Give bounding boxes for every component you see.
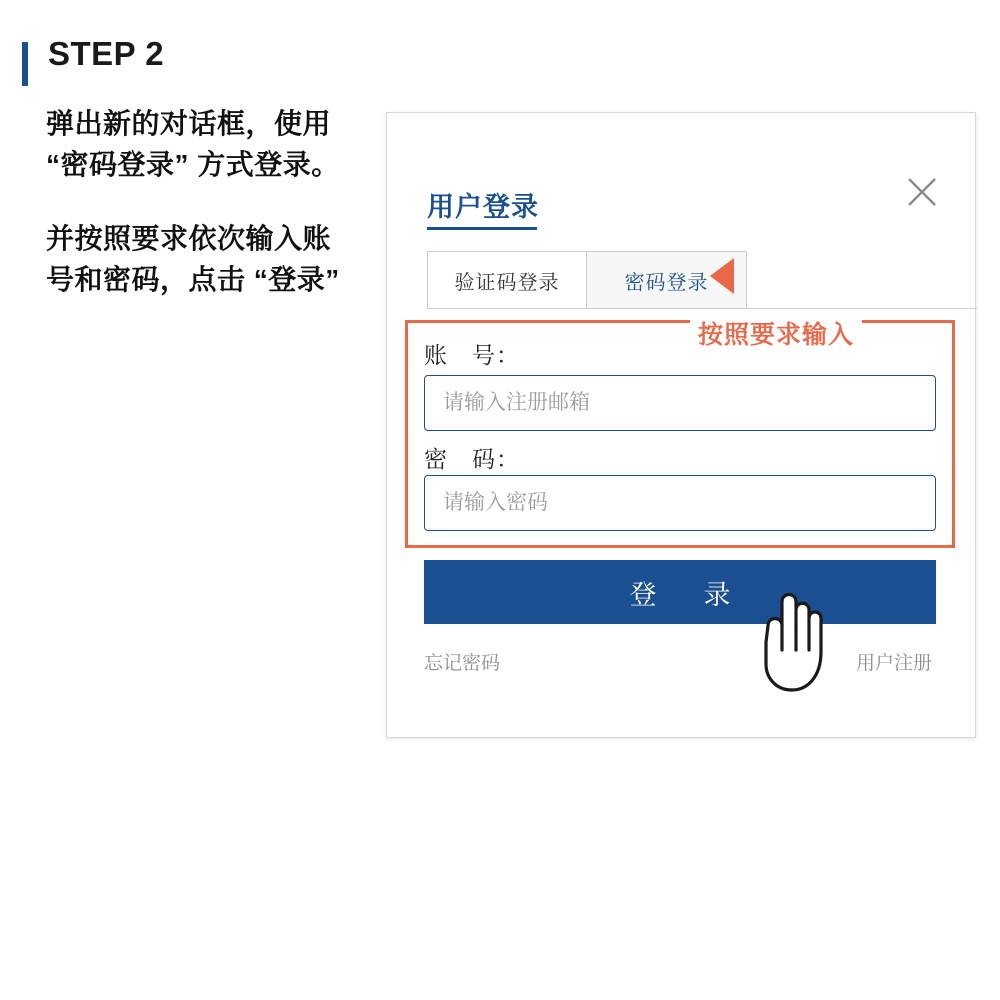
instruction-paragraph-1: 弹出新的对话框，使用 “密码登录” 方式登录。 [46, 108, 340, 180]
tab-password-login[interactable]: 密码登录 [587, 251, 747, 309]
forgot-password-link[interactable]: 忘记密码 [424, 653, 501, 674]
dialog-title: 用户登录 [427, 192, 539, 222]
tab-pointer-arrow-icon [710, 258, 734, 294]
tab-sms-login[interactable]: 验证码登录 [427, 251, 587, 309]
annotation-label: 按照要求输入 [690, 315, 862, 351]
step-title: STEP 2 [48, 35, 165, 72]
password-input[interactable] [424, 475, 936, 531]
step-block [22, 34, 352, 74]
instructions [46, 104, 356, 300]
password-label: 密 码： [424, 446, 520, 472]
close-icon[interactable] [905, 175, 939, 209]
login-submit-button[interactable]: 登 录 [424, 560, 936, 624]
tabs-baseline [747, 308, 977, 309]
login-tabs [427, 251, 937, 309]
dialog-title-underline [427, 227, 537, 230]
instruction-paragraph-2: 并按照要求依次输入账号和密码，点击 “登录” [46, 223, 340, 295]
user-register-link[interactable]: 用户注册 [856, 653, 933, 674]
account-label: 账 号： [424, 342, 520, 368]
account-input[interactable] [424, 375, 936, 431]
step-accent-bar [22, 42, 28, 86]
